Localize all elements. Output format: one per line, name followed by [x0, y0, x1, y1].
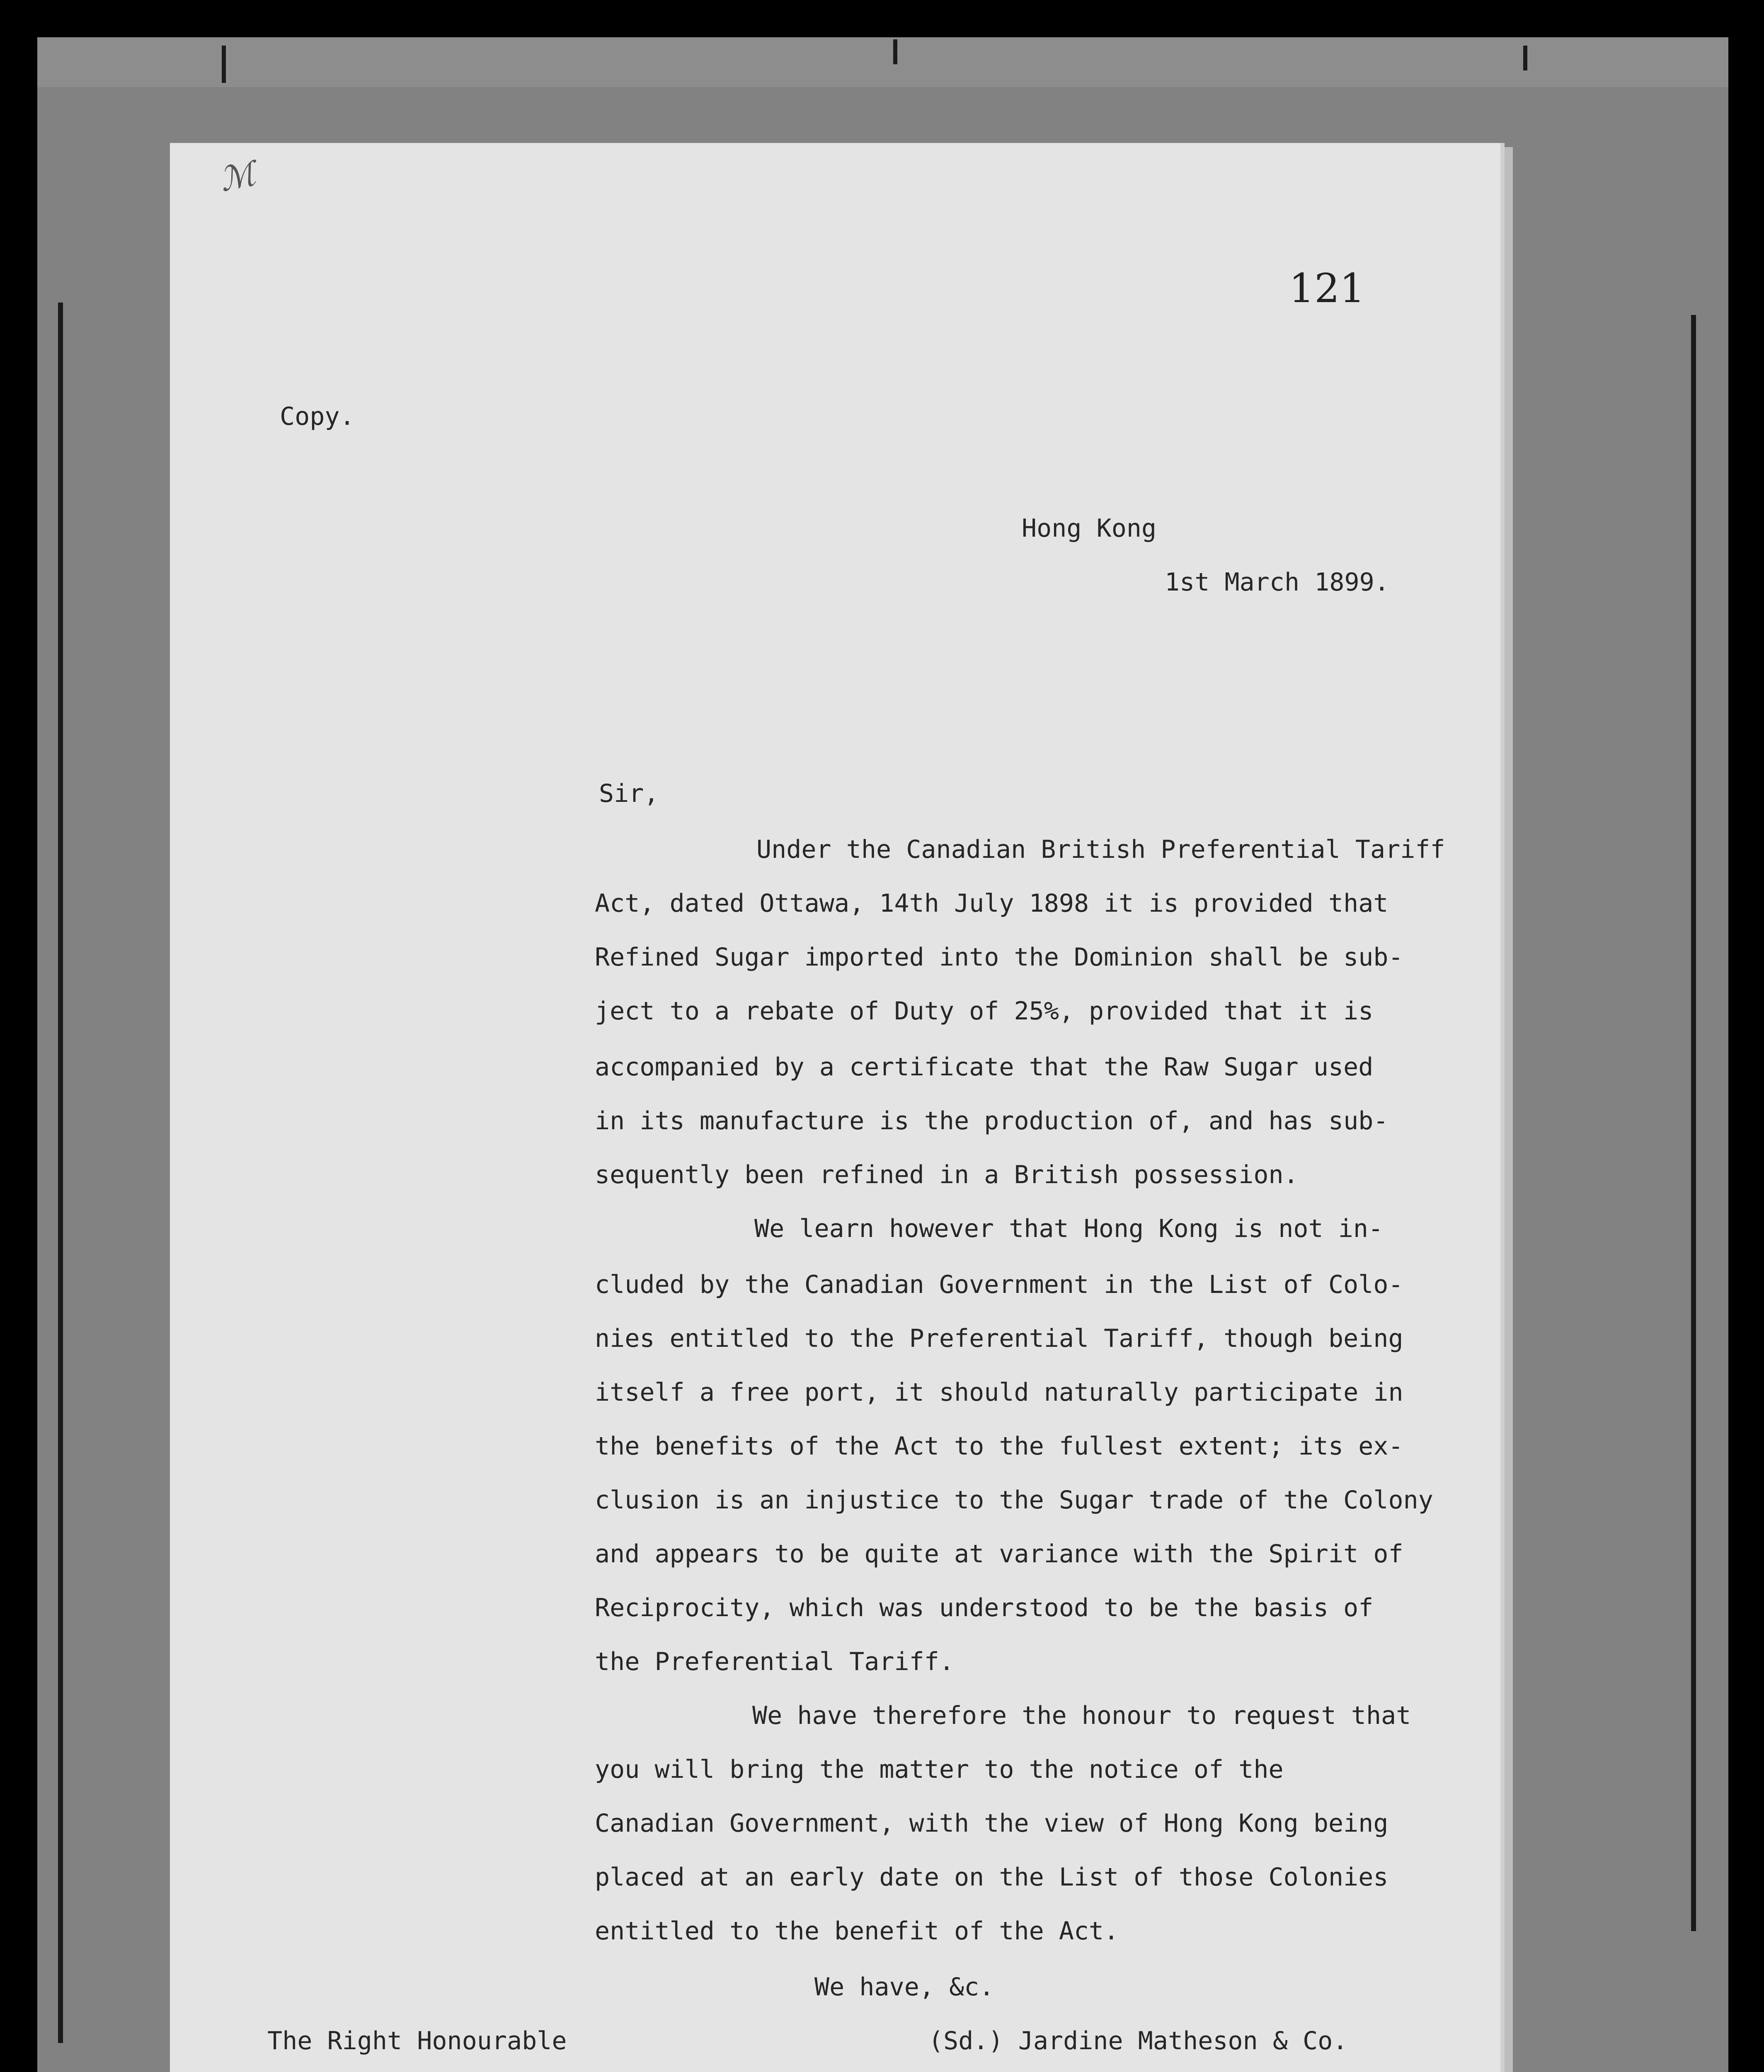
- signature-line: (Sd.) Jardine Matheson & Co.: [928, 2026, 1348, 2055]
- frame-tick-right: [1523, 46, 1527, 70]
- closing: We have, &c.: [814, 1973, 994, 2002]
- body-line: the Preferential Tariff.: [595, 1647, 954, 1676]
- frame-line-left: [58, 303, 63, 2043]
- body-line: We learn however that Hong Kong is not in-: [754, 1214, 1384, 1243]
- body-line: Under the Canadian British Preferential Tariff: [756, 835, 1445, 864]
- body-line: nies entitled to the Preferential Tariff, though being: [595, 1324, 1403, 1353]
- page-number: 121: [1289, 265, 1365, 312]
- body-line: placed at an early date on the List of those Colonies: [595, 1863, 1388, 1892]
- body-line: Canadian Government, with the view of Hong Kong being: [595, 1809, 1388, 1838]
- body-line: We have therefore the honour to request that: [752, 1701, 1411, 1730]
- handwritten-mark: ℳ: [216, 154, 259, 199]
- body-line: itself a free port, it should naturally participate in: [595, 1378, 1403, 1407]
- frame-tick-left: [222, 46, 226, 83]
- addressee-line: The Right Honourable: [267, 2026, 567, 2055]
- body-line: clusion is an injustice to the Sugar trade of the Colony: [595, 1486, 1433, 1515]
- body-line: Act, dated Ottawa, 14th July 1898 it is provided that: [595, 889, 1388, 918]
- body-line: accompanied by a certificate that the Raw Sugar used: [595, 1053, 1374, 1082]
- body-line: ject to a rebate of Duty of 25%, provided that it is: [595, 997, 1374, 1026]
- salutation: Sir,: [599, 779, 659, 808]
- body-line: Refined Sugar imported into the Dominion shall be sub-: [595, 943, 1403, 972]
- date-line: 1st March 1899.: [1165, 568, 1389, 597]
- body-line: cluded by the Canadian Government in the List of Colo-: [595, 1270, 1403, 1299]
- body-line: entitled to the benefit of the Act.: [595, 1917, 1119, 1946]
- frame-line-right: [1691, 315, 1696, 1931]
- body-line: sequently been refined in a British possession.: [595, 1160, 1299, 1189]
- body-line: Reciprocity, which was understood to be the basis of: [595, 1593, 1374, 1622]
- body-line: and appears to be quite at variance with the Spirit of: [595, 1539, 1403, 1569]
- body-line: the benefits of the Act to the fullest extent; its ex-: [595, 1432, 1403, 1461]
- body-line: in its manufacture is the production of, and has sub-: [595, 1106, 1388, 1135]
- copy-label: Copy.: [280, 402, 355, 431]
- place-line: Hong Kong: [1022, 514, 1157, 543]
- frame-tick-center: [893, 39, 897, 64]
- body-line: you will bring the matter to the notice of the: [595, 1755, 1284, 1784]
